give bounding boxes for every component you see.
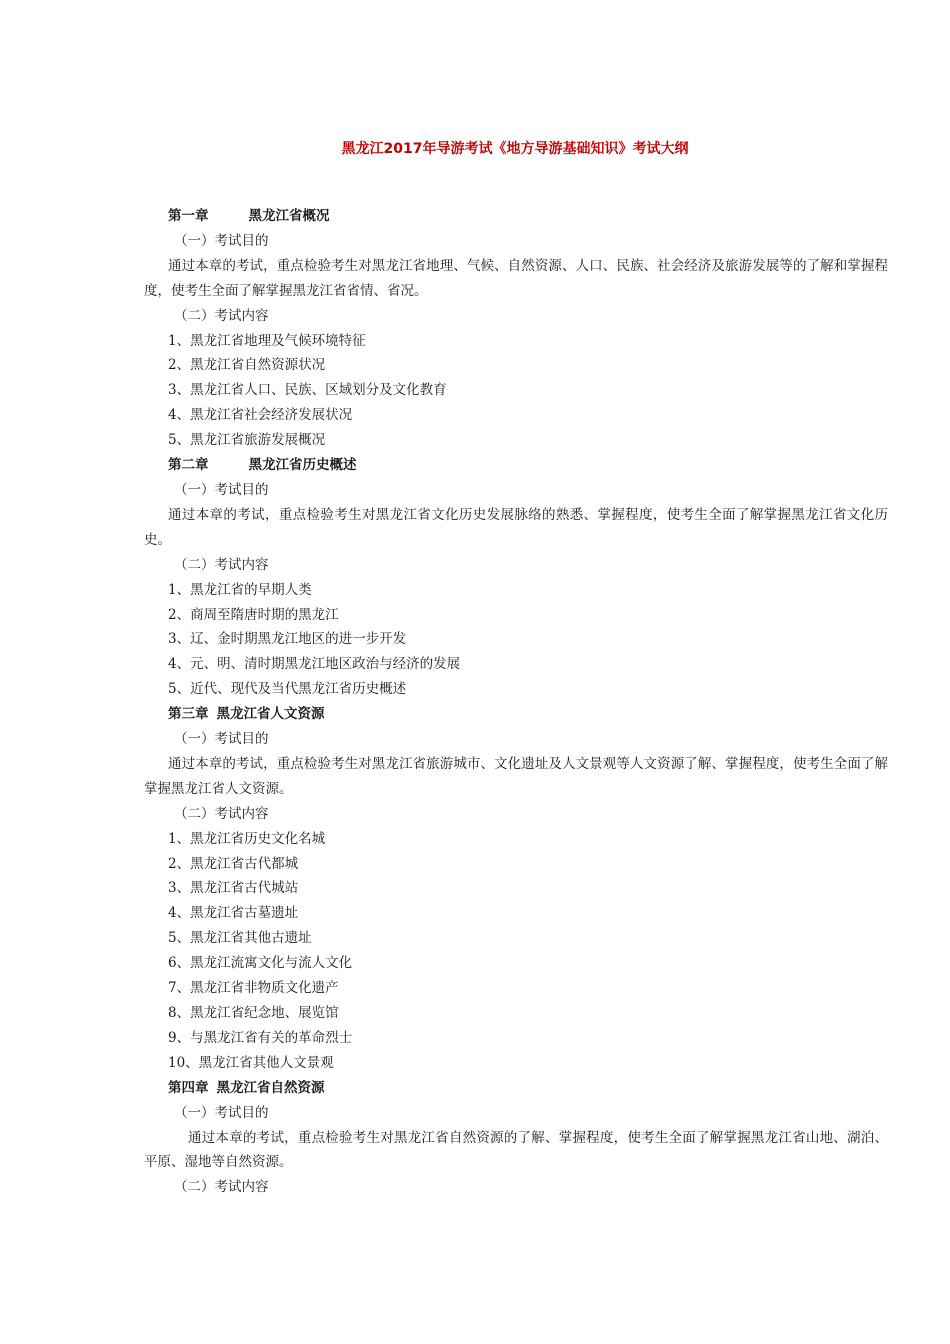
chapter-heading [144, 702, 888, 727]
list-item: 5、黑龙江省旅游发展概况 [168, 432, 326, 449]
purpose-paragraph: 通过本章的考试，重点检验考生对黑龙江省旅游城市、文化遗址及人文景观等人文资源了解、掌握程度，使考生全面了解掌握黑龙江省人文资源。 [144, 755, 888, 797]
purpose-paragraph: 通过本章的考试，重点检验考生对黑龙江省自然资源的了解、掌握程度，使考生全面了解掌握黑龙江省山地、湖泊、平原、湿地等自然资源。 [144, 1129, 888, 1171]
list-item: 1、黑龙江省的早期人类 [168, 581, 312, 598]
list-item: 5、黑龙江省其他古遗址 [168, 930, 312, 947]
section-heading: （二）考试内容 [174, 307, 269, 324]
chapter-title: 黑龙江省人文资源 [216, 706, 325, 723]
section-heading: （一）考试目的 [174, 731, 269, 748]
list-item: 2、黑龙江省自然资源状况 [168, 357, 326, 374]
list-item: 3、黑龙江省人口、民族、区域划分及文化教育 [168, 382, 447, 399]
purpose-paragraph: 通过本章的考试，重点检验考生对黑龙江省文化历史发展脉络的熟悉、掌握程度，使考生全面了解掌握黑龙江省文化历史。 [144, 506, 888, 548]
list-item: 3、黑龙江省古代城站 [168, 880, 299, 897]
list-item: 9、与黑龙江省有关的革命烈士 [168, 1029, 353, 1046]
chapter-title: 黑龙江省历史概述 [248, 457, 357, 474]
list-item: 6、黑龙江流寓文化与流人文化 [168, 955, 353, 972]
chapter-number: 第一章 [168, 208, 209, 224]
list-item: 1、黑龙江省历史文化名城 [168, 830, 326, 847]
chapter-heading [144, 453, 888, 478]
section-heading: （一）考试目的 [174, 232, 269, 249]
list-item: 3、辽、金时期黑龙江地区的进一步开发 [168, 631, 407, 648]
list-item: 2、黑龙江省古代都城 [168, 855, 299, 872]
section-heading: （一）考试目的 [174, 1104, 269, 1121]
document-body [144, 204, 888, 1200]
chapter-heading [144, 204, 888, 229]
section-heading: （二）考试内容 [174, 1179, 269, 1196]
chapter-number: 第三章 [168, 706, 209, 723]
list-item: 4、黑龙江省古墓遗址 [168, 905, 299, 922]
section-heading: （二）考试内容 [174, 805, 269, 822]
list-item: 7、黑龙江省非物质文化遗产 [168, 980, 339, 997]
list-item: 10、黑龙江省其他人文景观 [168, 1054, 334, 1071]
list-item: 4、元、明、清时期黑龙江地区政治与经济的发展 [168, 656, 461, 673]
chapter-title: 黑龙江省概况 [248, 208, 330, 224]
chapter-number: 第四章 [168, 1079, 209, 1096]
list-item: 1、黑龙江省地理及气候环境特征 [168, 332, 366, 349]
chapter-title: 黑龙江省自然资源 [216, 1079, 325, 1096]
purpose-paragraph: 通过本章的考试，重点检验考生对黑龙江省地理、气候、自然资源、人口、民族、社会经济及旅游发展等的了解和掌握程度，使考生全面了解掌握黑龙江省省情、省况。 [144, 257, 888, 299]
list-item: 5、近代、现代及当代黑龙江省历史概述 [168, 681, 407, 698]
list-item: 8、黑龙江省纪念地、展览馆 [168, 1005, 339, 1021]
list-item: 4、黑龙江省社会经济发展状况 [168, 407, 353, 424]
section-heading: （二）考试内容 [174, 556, 269, 573]
document-title: 黑龙江2017年导游考试《地方导游基础知识》考试大纲 [341, 141, 689, 157]
list-item: 2、商周至隋唐时期的黑龙江 [168, 606, 339, 623]
chapter-number: 第二章 [168, 457, 209, 474]
section-heading: （一）考试目的 [174, 481, 269, 498]
chapter-heading [144, 1076, 888, 1101]
